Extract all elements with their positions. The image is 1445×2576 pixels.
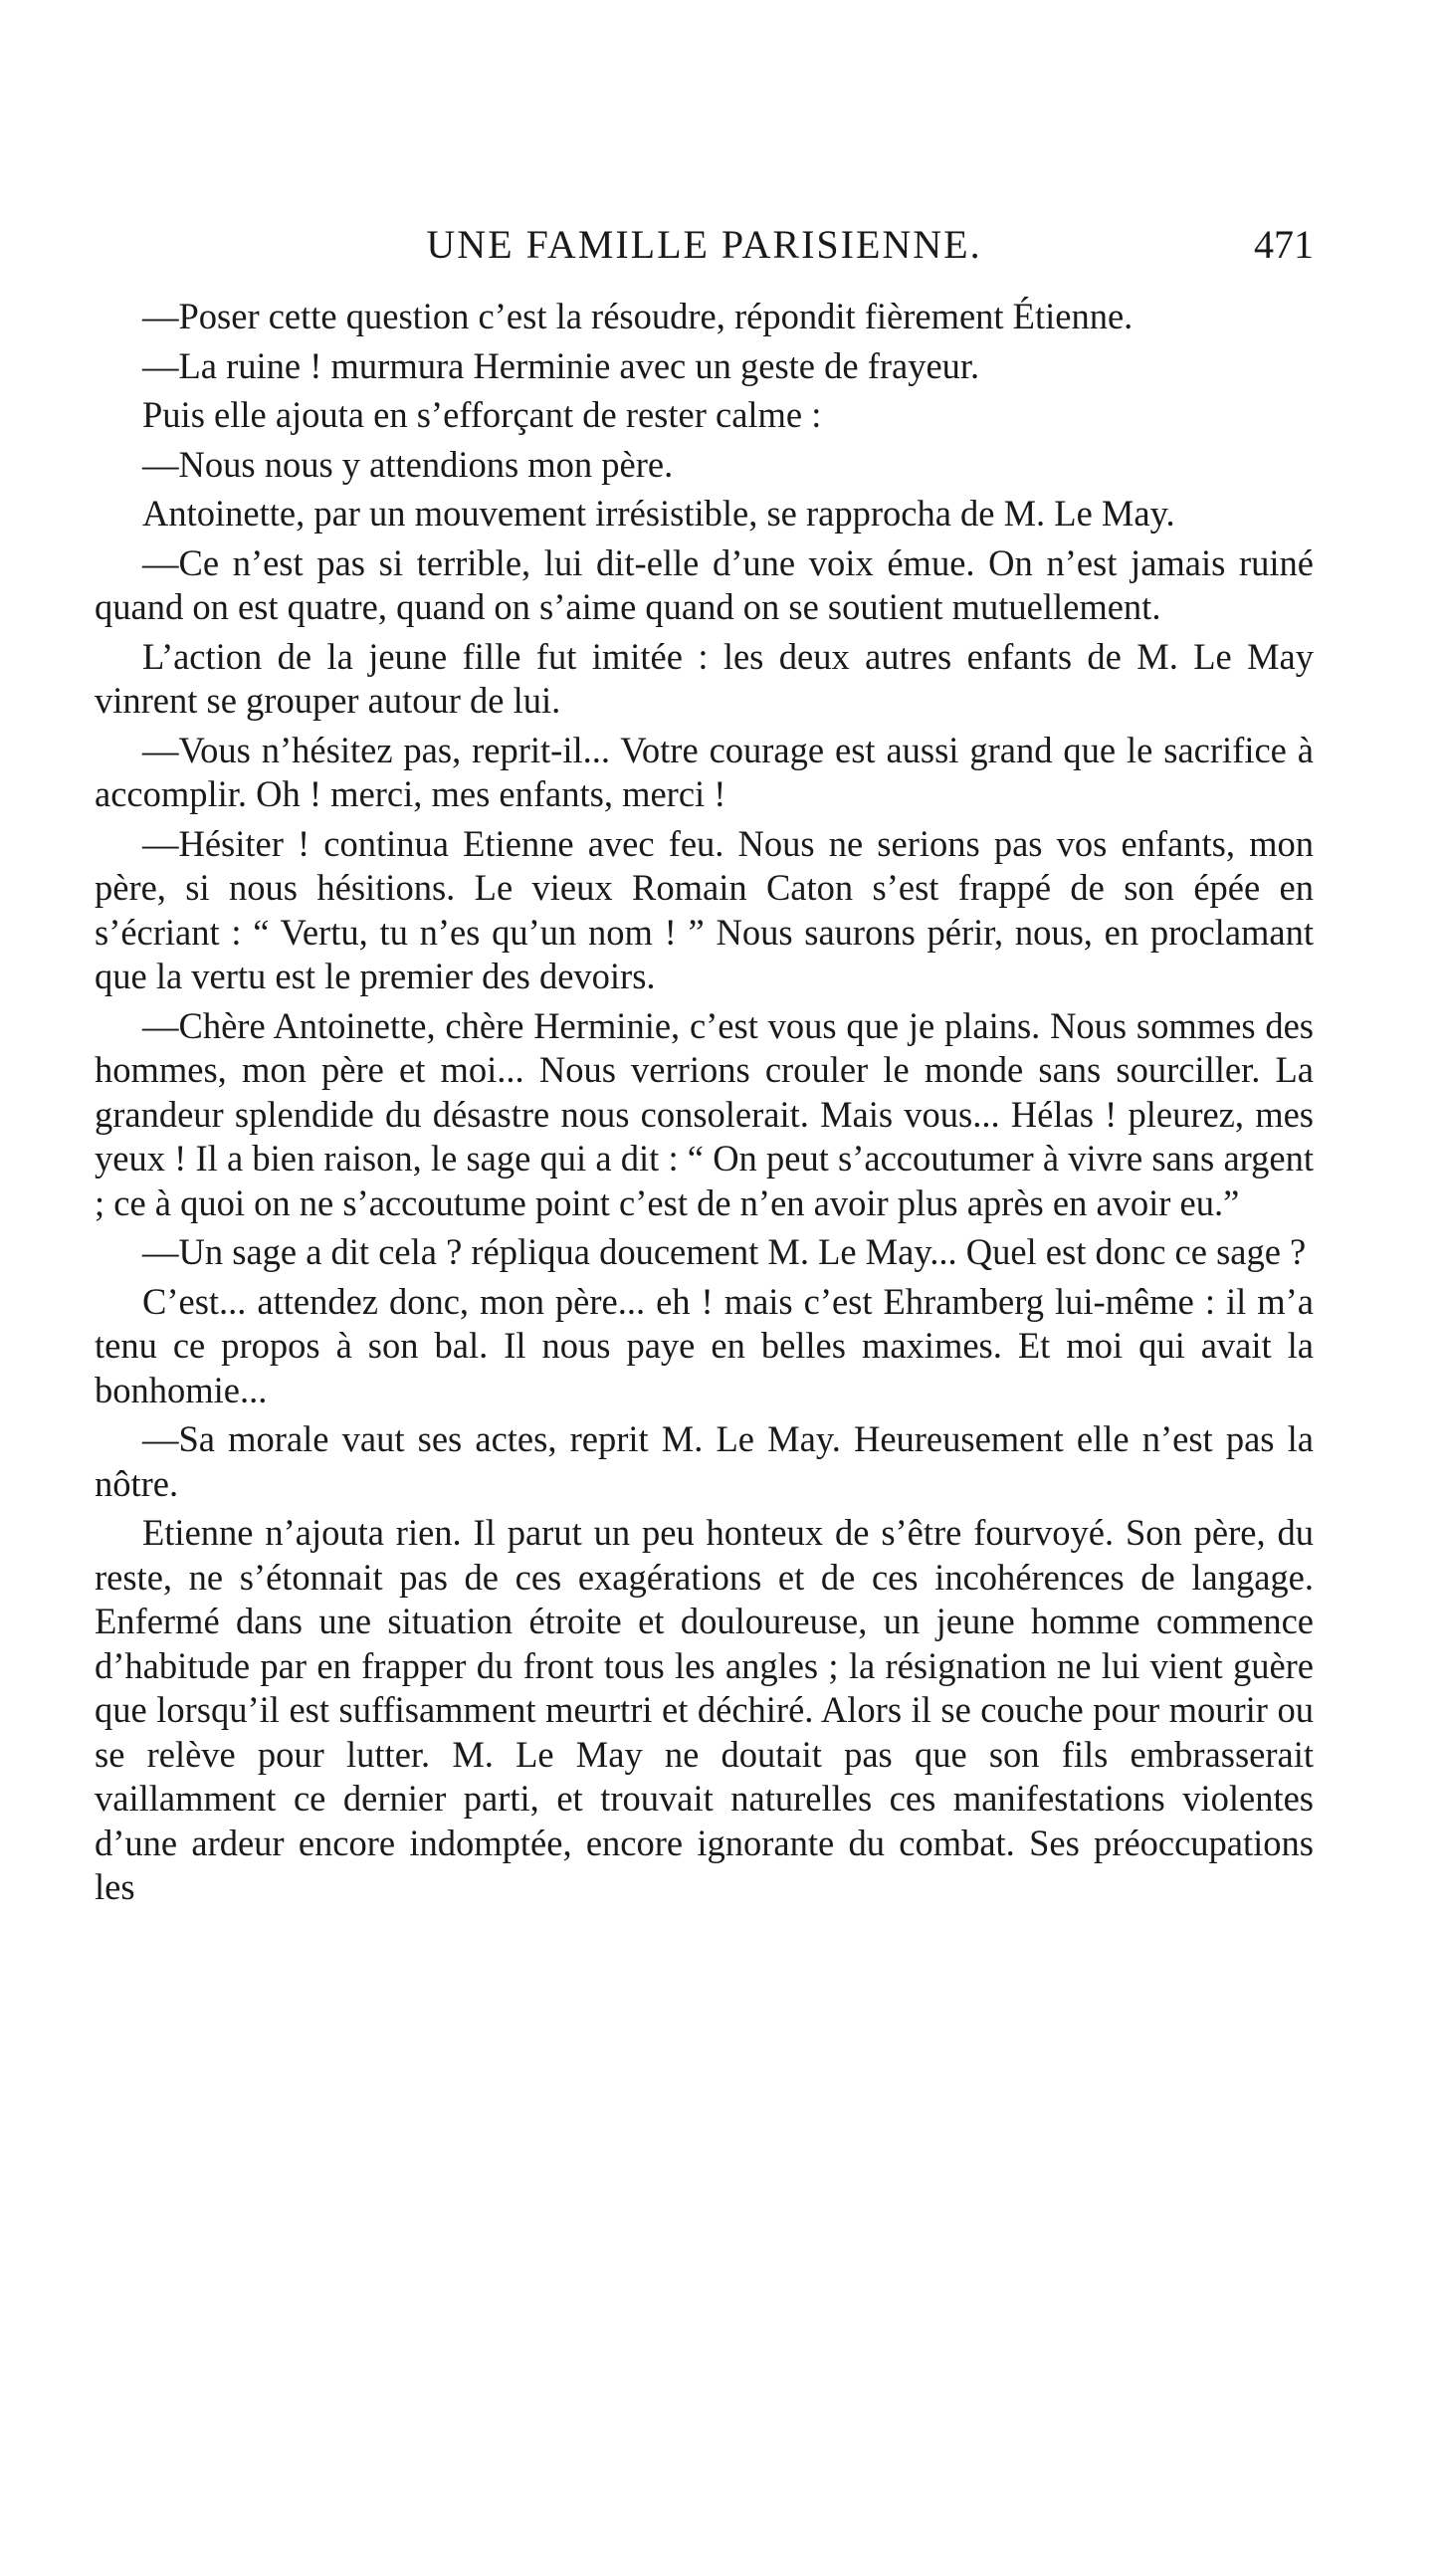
paragraph: —Sa morale vaut ses actes, reprit M. Le May. Heureusement elle n’est pas la nôtre. — [95, 1418, 1314, 1504]
body-text — [95, 295, 1314, 1915]
page-number: 471 — [1254, 222, 1314, 267]
paragraph: —Un sage a dit cela ? répliqua doucement M. Le May... Quel est donc ce sage ? — [142, 1231, 1307, 1272]
running-header — [95, 221, 1314, 271]
paragraph: —Hésiter ! continua Etienne avec feu. Nous ne serions pas vos enfants, mon père, si nous hésitions. Le vieux Romain Caton s’est frappé de son épée en s’écriant : “ Vertu, tu n’es qu’un nom ! ” Nous saurons périr, nous, en proclamant que la vertu est le premier des devoirs. — [95, 822, 1314, 996]
paragraph: Etienne n’ajouta rien. Il parut un peu honteux de s’être fourvoyé. Son père, du reste, ne s’étonnait pas de ces exagérations et de ces incohérences de langage. Enfermé dans une situation étroite et douloureuse, un jeune homme commence d’habitude par en frapper du front tous les angles ; la résignation ne lui vient guère que lorsqu’il est suffisamment meurtri et déchiré. Alors il se couche pour mourir ou se relève pour lutter. M. Le May ne doutait pas que son fils embrasserait vaillamment ce dernier parti, et trouvait naturelles ces manifestations violentes d’une ardeur encore indomptée, encore ignorante du combat. Ses préoccupations les — [95, 1512, 1314, 1907]
paragraph: —Chère Antoinette, chère Herminie, c’est vous que je plains. Nous sommes des hommes, mon père et moi... Nous verrions crouler le monde sans sourciller. La grandeur splendide du désastre nous consolerait. Mais vous... Hélas ! pleurez, mes yeux ! Il a bien raison, le sage qui a dit : “ On peut s’accoutumer à vivre sans argent ; ce à quoi on ne s’accoutume point c’est de n’en avoir plus après en avoir eu.” — [95, 1004, 1314, 1223]
running-title: UNE FAMILLE PARISIENNE. — [426, 222, 982, 267]
paragraph: L’action de la jeune fille fut imitée : les deux autres enfants de M. Le May vinrent se grouper autour de lui. — [95, 635, 1314, 721]
paragraph: —Ce n’est pas si terrible, lui dit-elle d’une voix émue. On n’est jamais ruiné quand on est quatre, quand on s’aime quand on se soutient mutuellement. — [95, 541, 1314, 627]
paragraph: —La ruine ! murmura Herminie avec un geste de frayeur. — [142, 344, 980, 386]
paragraph: Puis elle ajouta en s’efforçant de rester calme : — [142, 394, 822, 435]
paragraph: —Vous n’hésitez pas, reprit-il... Votre courage est aussi grand que le sacrifice à accomplir. Oh ! merci, mes enfants, merci ! — [95, 729, 1314, 814]
paragraph: Antoinette, par un mouvement irrésistible, se rapprocha de M. Le May. — [142, 493, 1175, 534]
paragraph: —Poser cette question c’est la résoudre, répondit fièrement Étienne. — [142, 296, 1134, 336]
paragraph: C’est... attendez donc, mon père... eh ! mais c’est Ehramberg lui-même : il m’a tenu ce propos à son bal. Il nous paye en belles maximes. Et moi qui avait la bonhomie... — [95, 1280, 1314, 1410]
paragraph: —Nous nous y attendions mon père. — [142, 443, 674, 485]
